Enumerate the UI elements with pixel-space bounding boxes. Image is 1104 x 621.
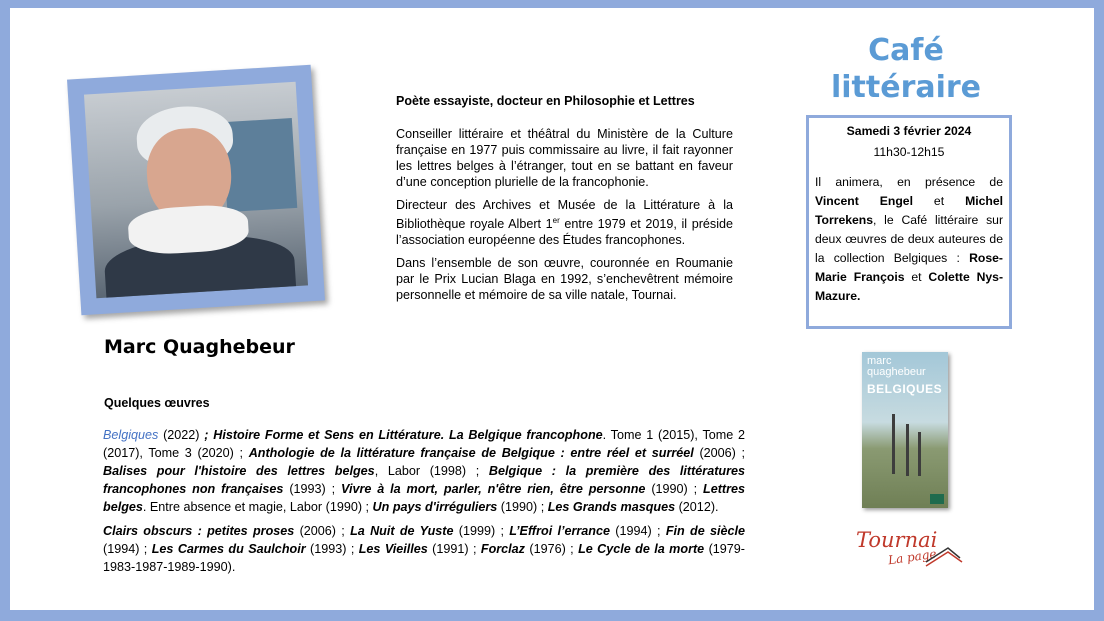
book-author-line2: quaghebeur <box>867 366 926 378</box>
works-sep: (1976) ; <box>524 542 579 556</box>
book-pole <box>892 414 895 474</box>
cafe-title-line1: Café <box>868 33 944 68</box>
works-sep: (1979-1983-1987-1989-1990). <box>103 542 745 574</box>
biography <box>396 126 733 310</box>
works-sep: (2006) ; <box>294 524 351 538</box>
featured-author: Rose-Marie François <box>815 251 1003 284</box>
works-sep: (1991) ; <box>427 542 481 556</box>
work-title: Les Vieilles <box>358 542 428 556</box>
event-description <box>815 173 1003 306</box>
works-sep: . Entre absence et magie, Labor (1990) ; <box>142 500 373 514</box>
event-text: Il animera, en présence de <box>815 175 1003 189</box>
author-photo <box>84 82 308 299</box>
works-sep: . Tome 1 (2015), Tome 2 (2017), Tome 3 (2020) ; <box>103 428 746 460</box>
work-title: Fin de siècle <box>665 524 746 538</box>
works-sep: . <box>440 428 449 442</box>
book-cover-title: BELGIQUES <box>867 382 943 396</box>
works-sep: (2006) ; <box>693 446 746 460</box>
works-sep: (1990) ; <box>497 500 548 514</box>
logo-tournai-text: Tournai <box>856 528 938 552</box>
work-title: Balises pour l'histoire des lettres belges <box>103 464 375 478</box>
work-title: La Belgique francophone <box>448 428 603 442</box>
author-name: Marc Quaghebeur <box>104 336 295 358</box>
works-sep: (1990) ; <box>645 482 704 496</box>
book-swoosh-icon <box>856 528 966 572</box>
work-title: Lettres belges <box>103 482 746 514</box>
work-title: Le Cycle de la morte <box>578 542 705 556</box>
cafe-title-line2: littéraire <box>830 70 982 105</box>
event-text: et <box>912 194 966 208</box>
book-author-line1: marc <box>867 355 892 367</box>
works-sep: (1994) ; <box>610 524 666 538</box>
bio-p2-text-b: entre 1979 et 2019, il préside l’association européenne des Études francophones. <box>396 217 734 248</box>
work-title: Forclaz <box>480 542 525 556</box>
work-title: Belgique : la première des littératures francophones non françaises <box>103 464 746 496</box>
bio-paragraph-2 <box>396 197 733 248</box>
work-title: Anthologie de la littérature française de Belgique : entre réel et surréel <box>248 446 694 460</box>
bio-paragraph-3: Dans l’ensemble de son œuvre, couronnée en Roumanie par le Prix Lucian Blaga en 1992, s’enchevêtrent mémoire personnelle et mémoire de sa ville natale, Tournai. <box>396 256 733 303</box>
event-info-box <box>806 115 1012 329</box>
work-title: L’Effroi l’errance <box>509 524 610 538</box>
book-cover-author <box>867 356 926 378</box>
guest-name: Vincent Engel <box>815 194 913 208</box>
logo-lapage-text: La page <box>887 546 938 568</box>
featured-author: Colette Nys-Mazure. <box>815 270 1004 303</box>
bio-p2-text-a: Directeur des Archives et Musée de la Littérature à la Bibliothèque royale Albert 1 <box>396 198 733 232</box>
works-sep: , Labor (1998) ; <box>374 464 489 478</box>
publisher-logo-icon <box>930 494 944 504</box>
cafe-litteraire-title <box>806 32 1006 106</box>
works-sep: (2022) <box>158 428 205 442</box>
portrait-frame <box>67 65 325 315</box>
event-text: , le Café littéraire sur deux œuvres de deux auteures de la collection Belgiques : <box>815 213 1003 265</box>
works-sep: (1994) ; <box>103 542 152 556</box>
photo-background-sign <box>222 118 297 212</box>
work-title: Les Carmes du Saulchoir <box>151 542 306 556</box>
works-paragraph-1 <box>103 426 745 516</box>
tournai-la-page-logo <box>856 528 966 572</box>
work-title: Les Grands masques <box>547 500 676 514</box>
works-list <box>103 426 745 582</box>
book-cover <box>862 352 948 508</box>
works-sep: (1993) ; <box>283 482 342 496</box>
work-title: La Nuit de Yuste <box>350 524 454 538</box>
work-title: ; Histoire Forme et Sens en Littérature <box>204 428 441 442</box>
event-date: Samedi 3 février 2024 <box>846 124 972 138</box>
works-sep: (2012). <box>675 500 719 514</box>
book-pole <box>918 432 921 476</box>
works-sep: (1999) ; <box>453 524 510 538</box>
work-title: Vivre à la mort, parler, n'être rien, être personne <box>341 482 646 496</box>
bio-p2-superscript: er <box>552 216 560 225</box>
book-pole <box>906 424 909 476</box>
author-subtitle: Poète essayiste, docteur en Philosophie et Lettres <box>396 94 695 108</box>
event-time: 11h30-12h15 <box>873 145 945 159</box>
works-paragraph-2 <box>103 522 745 576</box>
works-title: Quelques œuvres <box>104 396 210 410</box>
work-title: Un pays d'irréguliers <box>372 500 498 514</box>
work-belgiques: Belgiques <box>103 428 159 442</box>
work-title: Clairs obscurs : petites proses <box>103 524 295 538</box>
guest-name: Michel Torrekens <box>815 194 1003 227</box>
event-text: et <box>904 270 929 284</box>
bio-paragraph-1: Conseiller littéraire et théâtral du Ministère de la Culture française en 1977 puis commissaire au livre, il fait rayonner les lettres belges à l’étranger, tout en se battant en faveur d’une conception plurielle de la francophonie. <box>396 127 733 189</box>
works-sep: (1993) ; <box>305 542 359 556</box>
